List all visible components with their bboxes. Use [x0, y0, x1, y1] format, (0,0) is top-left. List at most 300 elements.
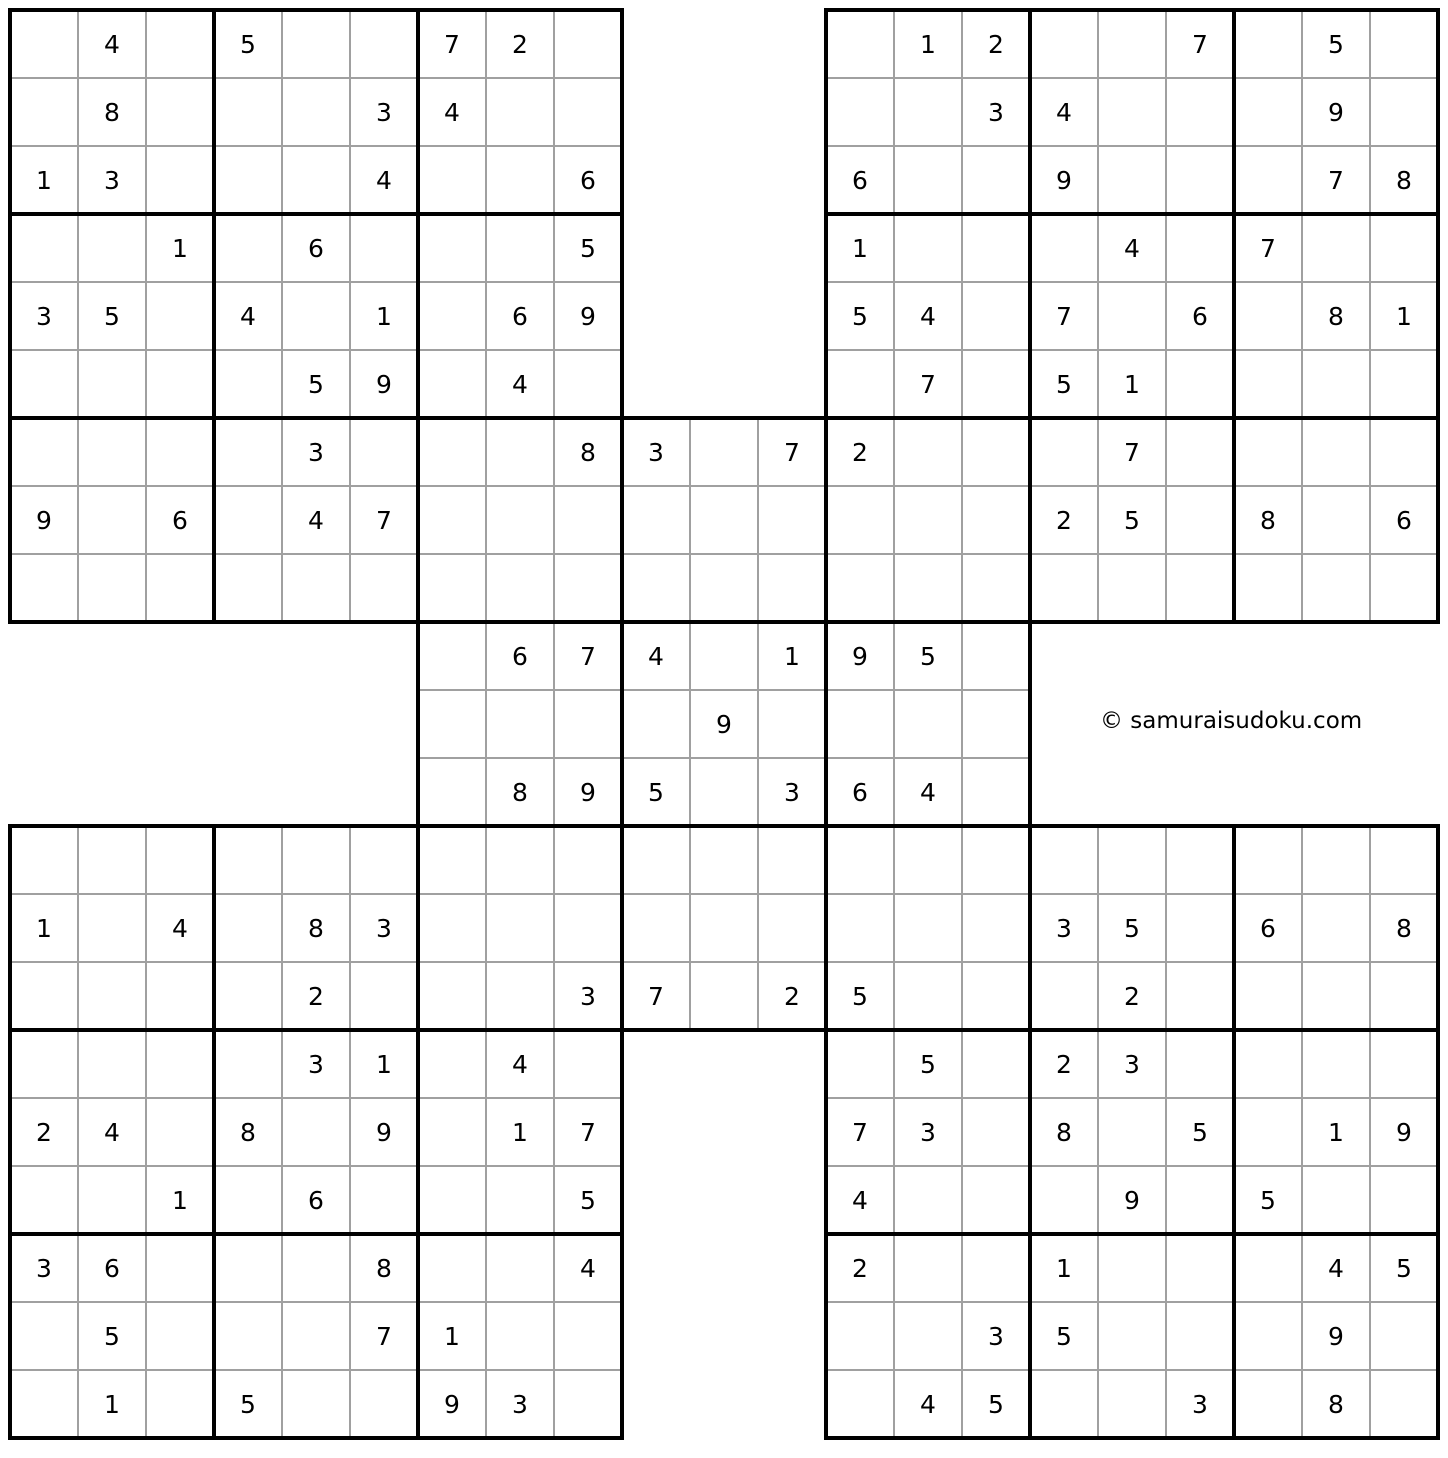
empty-cell[interactable] — [1234, 1098, 1302, 1166]
cell-digit: 2 — [1056, 506, 1072, 535]
empty-cell[interactable] — [690, 486, 758, 554]
empty-cell[interactable] — [146, 146, 214, 214]
empty-cell[interactable] — [214, 1302, 282, 1370]
empty-cell[interactable] — [758, 554, 826, 622]
empty-cell[interactable] — [486, 1234, 554, 1302]
empty-cell[interactable] — [1098, 1370, 1166, 1438]
cell-digit: 3 — [308, 438, 324, 467]
empty-cell[interactable] — [214, 826, 282, 894]
empty-cell[interactable] — [486, 690, 554, 758]
empty-cell[interactable] — [554, 690, 622, 758]
empty-cell[interactable] — [1098, 282, 1166, 350]
empty-cell[interactable] — [554, 10, 622, 78]
empty-cell[interactable] — [1234, 350, 1302, 418]
empty-cell[interactable] — [962, 826, 1030, 894]
empty-cell[interactable] — [1166, 486, 1234, 554]
empty-cell[interactable] — [10, 1302, 78, 1370]
empty-cell[interactable] — [826, 350, 894, 418]
cell-digit: 2 — [852, 1254, 868, 1283]
cell-digit: 3 — [104, 166, 120, 195]
empty-cell[interactable] — [486, 554, 554, 622]
empty-cell[interactable] — [826, 894, 894, 962]
empty-cell[interactable] — [1030, 1166, 1098, 1234]
cell-digit: 3 — [36, 302, 52, 331]
cell-digit: 1 — [1396, 302, 1412, 331]
empty-cell[interactable] — [622, 690, 690, 758]
empty-cell[interactable] — [1370, 1302, 1438, 1370]
empty-cell[interactable] — [894, 1302, 962, 1370]
cell-digit: 4 — [920, 778, 936, 807]
empty-cell[interactable] — [282, 554, 350, 622]
empty-cell[interactable] — [1234, 418, 1302, 486]
empty-cell[interactable] — [1302, 214, 1370, 282]
empty-cell[interactable] — [1370, 418, 1438, 486]
empty-cell[interactable] — [10, 1370, 78, 1438]
empty-cell[interactable] — [350, 1370, 418, 1438]
empty-cell[interactable] — [10, 554, 78, 622]
empty-cell[interactable] — [1302, 962, 1370, 1030]
empty-cell[interactable] — [894, 690, 962, 758]
empty-cell[interactable] — [146, 282, 214, 350]
empty-cell[interactable] — [1166, 418, 1234, 486]
cell-digit: 7 — [920, 370, 936, 399]
cell-digit: 1 — [920, 30, 936, 59]
empty-cell[interactable] — [1166, 894, 1234, 962]
empty-cell[interactable] — [282, 1098, 350, 1166]
cell-digit: 5 — [852, 982, 868, 1011]
empty-cell[interactable] — [1302, 554, 1370, 622]
cell-digit: 9 — [580, 778, 596, 807]
empty-cell[interactable] — [690, 962, 758, 1030]
empty-cell[interactable] — [486, 894, 554, 962]
empty-cell[interactable] — [486, 418, 554, 486]
empty-cell[interactable] — [486, 826, 554, 894]
cell-digit: 7 — [580, 642, 596, 671]
empty-cell[interactable] — [1166, 1302, 1234, 1370]
cell-digit: 1 — [784, 642, 800, 671]
empty-cell[interactable] — [1302, 350, 1370, 418]
empty-cell[interactable] — [554, 1302, 622, 1370]
empty-cell[interactable] — [214, 146, 282, 214]
cell-digit: 3 — [648, 438, 664, 467]
empty-cell[interactable] — [826, 1302, 894, 1370]
empty-cell[interactable] — [78, 214, 146, 282]
empty-cell[interactable] — [554, 486, 622, 554]
empty-cell[interactable] — [486, 486, 554, 554]
cell-digit: 4 — [240, 302, 256, 331]
empty-cell[interactable] — [622, 486, 690, 554]
cell-digit: 5 — [308, 370, 324, 399]
empty-cell[interactable] — [1370, 554, 1438, 622]
empty-cell[interactable] — [10, 1166, 78, 1234]
empty-cell[interactable] — [1302, 1030, 1370, 1098]
empty-cell[interactable] — [1370, 78, 1438, 146]
empty-cell[interactable] — [146, 418, 214, 486]
cell-digit: 2 — [512, 30, 528, 59]
empty-cell[interactable] — [418, 418, 486, 486]
empty-cell[interactable] — [554, 78, 622, 146]
empty-cell[interactable] — [690, 418, 758, 486]
empty-cell[interactable] — [282, 1234, 350, 1302]
cell-digit: 7 — [376, 1322, 392, 1351]
empty-cell[interactable] — [10, 214, 78, 282]
cell-digit: 5 — [1056, 370, 1072, 399]
empty-cell[interactable] — [418, 690, 486, 758]
empty-cell[interactable] — [1370, 214, 1438, 282]
empty-cell[interactable] — [418, 554, 486, 622]
empty-cell[interactable] — [146, 1030, 214, 1098]
empty-cell[interactable] — [962, 894, 1030, 962]
cell-digit: 3 — [580, 982, 596, 1011]
empty-cell[interactable] — [214, 418, 282, 486]
empty-cell[interactable] — [214, 962, 282, 1030]
empty-cell[interactable] — [78, 486, 146, 554]
empty-cell[interactable] — [962, 214, 1030, 282]
empty-cell[interactable] — [214, 486, 282, 554]
empty-cell[interactable] — [146, 962, 214, 1030]
empty-cell[interactable] — [1370, 1166, 1438, 1234]
cell-digit: 6 — [1192, 302, 1208, 331]
empty-cell[interactable] — [1166, 78, 1234, 146]
empty-cell[interactable] — [894, 1166, 962, 1234]
empty-cell[interactable] — [1030, 1370, 1098, 1438]
empty-cell[interactable] — [1166, 350, 1234, 418]
cell-digit: 5 — [1124, 506, 1140, 535]
empty-cell[interactable] — [690, 554, 758, 622]
empty-cell[interactable] — [10, 1030, 78, 1098]
empty-cell[interactable] — [78, 826, 146, 894]
empty-cell[interactable] — [1234, 1030, 1302, 1098]
cell-digit: 2 — [1056, 1050, 1072, 1079]
empty-cell[interactable] — [962, 1030, 1030, 1098]
empty-cell[interactable] — [758, 690, 826, 758]
empty-cell[interactable] — [486, 214, 554, 282]
empty-cell[interactable] — [350, 826, 418, 894]
empty-cell[interactable] — [1234, 78, 1302, 146]
empty-cell[interactable] — [894, 78, 962, 146]
empty-cell[interactable] — [894, 486, 962, 554]
empty-cell[interactable] — [282, 1302, 350, 1370]
empty-cell[interactable] — [1166, 826, 1234, 894]
empty-cell[interactable] — [962, 146, 1030, 214]
empty-cell[interactable] — [418, 894, 486, 962]
empty-cell[interactable] — [894, 214, 962, 282]
empty-cell[interactable] — [1370, 962, 1438, 1030]
empty-cell[interactable] — [826, 10, 894, 78]
empty-cell[interactable] — [418, 758, 486, 826]
empty-cell[interactable] — [418, 214, 486, 282]
cell-digit: 1 — [172, 1186, 188, 1215]
empty-cell[interactable] — [146, 78, 214, 146]
empty-cell[interactable] — [418, 486, 486, 554]
empty-cell[interactable] — [78, 554, 146, 622]
empty-cell[interactable] — [146, 1302, 214, 1370]
empty-cell[interactable] — [214, 1030, 282, 1098]
empty-cell[interactable] — [1166, 962, 1234, 1030]
empty-cell[interactable] — [962, 758, 1030, 826]
empty-cell[interactable] — [146, 826, 214, 894]
empty-cell[interactable] — [826, 78, 894, 146]
empty-cell[interactable] — [1166, 214, 1234, 282]
empty-cell[interactable] — [486, 1166, 554, 1234]
empty-cell[interactable] — [78, 894, 146, 962]
empty-cell[interactable] — [10, 826, 78, 894]
empty-cell[interactable] — [1166, 146, 1234, 214]
empty-cell[interactable] — [1098, 554, 1166, 622]
empty-cell[interactable] — [1234, 962, 1302, 1030]
cell-digit: 5 — [1328, 30, 1344, 59]
cell-digit: 3 — [1056, 914, 1072, 943]
empty-cell[interactable] — [962, 1098, 1030, 1166]
cell-digit: 1 — [1124, 370, 1140, 399]
empty-cell[interactable] — [1302, 418, 1370, 486]
empty-cell[interactable] — [894, 894, 962, 962]
cell-digit: 5 — [920, 642, 936, 671]
empty-cell[interactable] — [1302, 826, 1370, 894]
empty-cell[interactable] — [962, 554, 1030, 622]
empty-cell[interactable] — [10, 962, 78, 1030]
cell-digit: 7 — [852, 1118, 868, 1147]
empty-cell[interactable] — [214, 554, 282, 622]
empty-cell[interactable] — [146, 10, 214, 78]
empty-cell[interactable] — [350, 1166, 418, 1234]
cell-digit: 4 — [444, 98, 460, 127]
empty-cell[interactable] — [350, 10, 418, 78]
empty-cell[interactable] — [554, 1370, 622, 1438]
empty-cell[interactable] — [962, 486, 1030, 554]
empty-cell[interactable] — [214, 1234, 282, 1302]
empty-cell[interactable] — [486, 962, 554, 1030]
empty-cell[interactable] — [690, 826, 758, 894]
empty-cell[interactable] — [282, 78, 350, 146]
cell-digit: 1 — [36, 166, 52, 195]
empty-cell[interactable] — [146, 1234, 214, 1302]
empty-cell[interactable] — [146, 350, 214, 418]
empty-cell[interactable] — [1302, 1166, 1370, 1234]
cell-digit: 3 — [376, 98, 392, 127]
empty-cell[interactable] — [690, 758, 758, 826]
empty-cell[interactable] — [146, 554, 214, 622]
empty-cell[interactable] — [758, 826, 826, 894]
empty-cell[interactable] — [418, 622, 486, 690]
empty-cell[interactable] — [418, 1030, 486, 1098]
cell-digit: 1 — [376, 1050, 392, 1079]
empty-cell[interactable] — [146, 1370, 214, 1438]
empty-cell[interactable] — [1030, 10, 1098, 78]
empty-cell[interactable] — [10, 10, 78, 78]
cell-digit: 9 — [580, 302, 596, 331]
empty-cell[interactable] — [826, 826, 894, 894]
empty-cell[interactable] — [1234, 282, 1302, 350]
empty-cell[interactable] — [1166, 1030, 1234, 1098]
empty-cell[interactable] — [1234, 1302, 1302, 1370]
empty-cell[interactable] — [894, 554, 962, 622]
empty-cell[interactable] — [1234, 1234, 1302, 1302]
empty-cell[interactable] — [962, 1234, 1030, 1302]
empty-cell[interactable] — [350, 418, 418, 486]
cell-digit: 7 — [648, 982, 664, 1011]
cell-digit: 6 — [172, 506, 188, 535]
empty-cell[interactable] — [1098, 1234, 1166, 1302]
empty-cell[interactable] — [1234, 826, 1302, 894]
cell-digit: 8 — [1260, 506, 1276, 535]
empty-cell[interactable] — [1098, 78, 1166, 146]
cell-digit: 9 — [1124, 1186, 1140, 1215]
empty-cell[interactable] — [554, 554, 622, 622]
empty-cell[interactable] — [1030, 962, 1098, 1030]
cell-digit: 5 — [1056, 1322, 1072, 1351]
empty-cell[interactable] — [1302, 486, 1370, 554]
empty-cell[interactable] — [554, 894, 622, 962]
empty-cell[interactable] — [894, 1234, 962, 1302]
empty-cell[interactable] — [282, 826, 350, 894]
empty-cell[interactable] — [622, 894, 690, 962]
empty-cell[interactable] — [418, 146, 486, 214]
empty-cell[interactable] — [1030, 418, 1098, 486]
empty-cell[interactable] — [1234, 1370, 1302, 1438]
empty-cell[interactable] — [758, 486, 826, 554]
empty-cell[interactable] — [962, 622, 1030, 690]
empty-cell[interactable] — [418, 282, 486, 350]
empty-cell[interactable] — [894, 826, 962, 894]
empty-cell[interactable] — [282, 10, 350, 78]
empty-cell[interactable] — [1370, 350, 1438, 418]
cell-digit: 3 — [1124, 1050, 1140, 1079]
empty-cell[interactable] — [350, 214, 418, 282]
empty-cell[interactable] — [1098, 1302, 1166, 1370]
cell-digit: 8 — [512, 778, 528, 807]
empty-cell[interactable] — [690, 894, 758, 962]
empty-cell[interactable] — [894, 418, 962, 486]
empty-cell[interactable] — [282, 146, 350, 214]
empty-cell[interactable] — [78, 418, 146, 486]
empty-cell[interactable] — [554, 350, 622, 418]
empty-cell[interactable] — [1166, 1166, 1234, 1234]
cell-digit: 8 — [308, 914, 324, 943]
empty-cell[interactable] — [1234, 146, 1302, 214]
empty-cell[interactable] — [1098, 146, 1166, 214]
empty-cell[interactable] — [554, 1030, 622, 1098]
empty-cell[interactable] — [962, 350, 1030, 418]
cell-digit: 2 — [1124, 982, 1140, 1011]
empty-cell[interactable] — [962, 1166, 1030, 1234]
empty-cell[interactable] — [962, 282, 1030, 350]
empty-cell[interactable] — [622, 554, 690, 622]
empty-cell[interactable] — [146, 1098, 214, 1166]
empty-cell[interactable] — [894, 962, 962, 1030]
empty-cell[interactable] — [10, 78, 78, 146]
empty-cell[interactable] — [486, 146, 554, 214]
cell-digit: 3 — [512, 1390, 528, 1419]
empty-cell[interactable] — [1370, 1030, 1438, 1098]
cell-digit: 4 — [1056, 98, 1072, 127]
empty-cell[interactable] — [418, 826, 486, 894]
empty-cell[interactable] — [826, 690, 894, 758]
empty-cell[interactable] — [622, 826, 690, 894]
empty-cell[interactable] — [214, 894, 282, 962]
empty-cell[interactable] — [1370, 10, 1438, 78]
empty-cell[interactable] — [962, 690, 1030, 758]
cell-digit: 6 — [512, 302, 528, 331]
empty-cell[interactable] — [894, 146, 962, 214]
cell-digit: 8 — [1328, 302, 1344, 331]
empty-cell[interactable] — [78, 1166, 146, 1234]
empty-cell[interactable] — [758, 894, 826, 962]
cell-digit: 4 — [852, 1186, 868, 1215]
empty-cell[interactable] — [1030, 554, 1098, 622]
cell-digit: 5 — [580, 1186, 596, 1215]
empty-cell[interactable] — [1098, 10, 1166, 78]
empty-cell[interactable] — [486, 1302, 554, 1370]
empty-cell[interactable] — [1098, 826, 1166, 894]
empty-cell[interactable] — [78, 1030, 146, 1098]
empty-cell[interactable] — [486, 78, 554, 146]
empty-cell[interactable] — [1370, 826, 1438, 894]
cell-digit: 6 — [308, 1186, 324, 1215]
empty-cell[interactable] — [78, 962, 146, 1030]
empty-cell[interactable] — [418, 962, 486, 1030]
cell-digit: 6 — [308, 234, 324, 263]
cell-digit: 1 — [512, 1118, 528, 1147]
empty-cell[interactable] — [418, 1234, 486, 1302]
empty-cell[interactable] — [826, 1030, 894, 1098]
cell-digit: 9 — [852, 642, 868, 671]
cell-digit: 4 — [512, 1050, 528, 1079]
empty-cell[interactable] — [10, 418, 78, 486]
empty-cell[interactable] — [1234, 10, 1302, 78]
cell-digit: 5 — [920, 1050, 936, 1079]
empty-cell[interactable] — [214, 350, 282, 418]
cell-digit: 5 — [104, 1322, 120, 1351]
empty-cell[interactable] — [418, 350, 486, 418]
empty-cell[interactable] — [418, 1098, 486, 1166]
cell-digit: 6 — [852, 166, 868, 195]
empty-cell[interactable] — [1234, 554, 1302, 622]
empty-cell[interactable] — [826, 486, 894, 554]
empty-cell[interactable] — [826, 1370, 894, 1438]
empty-cell[interactable] — [1030, 826, 1098, 894]
cell-digit: 6 — [1396, 506, 1412, 535]
empty-cell[interactable] — [282, 1370, 350, 1438]
cell-digit: 9 — [1328, 1322, 1344, 1351]
cell-digit: 4 — [308, 506, 324, 535]
empty-cell[interactable] — [1166, 554, 1234, 622]
cell-digit: 9 — [444, 1390, 460, 1419]
empty-cell[interactable] — [1370, 1370, 1438, 1438]
empty-cell[interactable] — [282, 282, 350, 350]
empty-cell[interactable] — [962, 962, 1030, 1030]
empty-cell[interactable] — [10, 350, 78, 418]
empty-cell[interactable] — [350, 962, 418, 1030]
empty-cell[interactable] — [214, 78, 282, 146]
empty-cell[interactable] — [418, 1166, 486, 1234]
empty-cell[interactable] — [554, 826, 622, 894]
cell-digit: 3 — [784, 778, 800, 807]
cell-digit: 9 — [1396, 1118, 1412, 1147]
empty-cell[interactable] — [1166, 1234, 1234, 1302]
empty-cell[interactable] — [214, 214, 282, 282]
empty-cell[interactable] — [1302, 894, 1370, 962]
empty-cell[interactable] — [214, 1166, 282, 1234]
empty-cell[interactable] — [962, 418, 1030, 486]
empty-cell[interactable] — [1030, 214, 1098, 282]
empty-cell[interactable] — [350, 554, 418, 622]
cell-digit: 1 — [852, 234, 868, 263]
empty-cell[interactable] — [78, 350, 146, 418]
empty-cell[interactable] — [1098, 1098, 1166, 1166]
empty-cell[interactable] — [690, 622, 758, 690]
empty-cell[interactable] — [826, 554, 894, 622]
